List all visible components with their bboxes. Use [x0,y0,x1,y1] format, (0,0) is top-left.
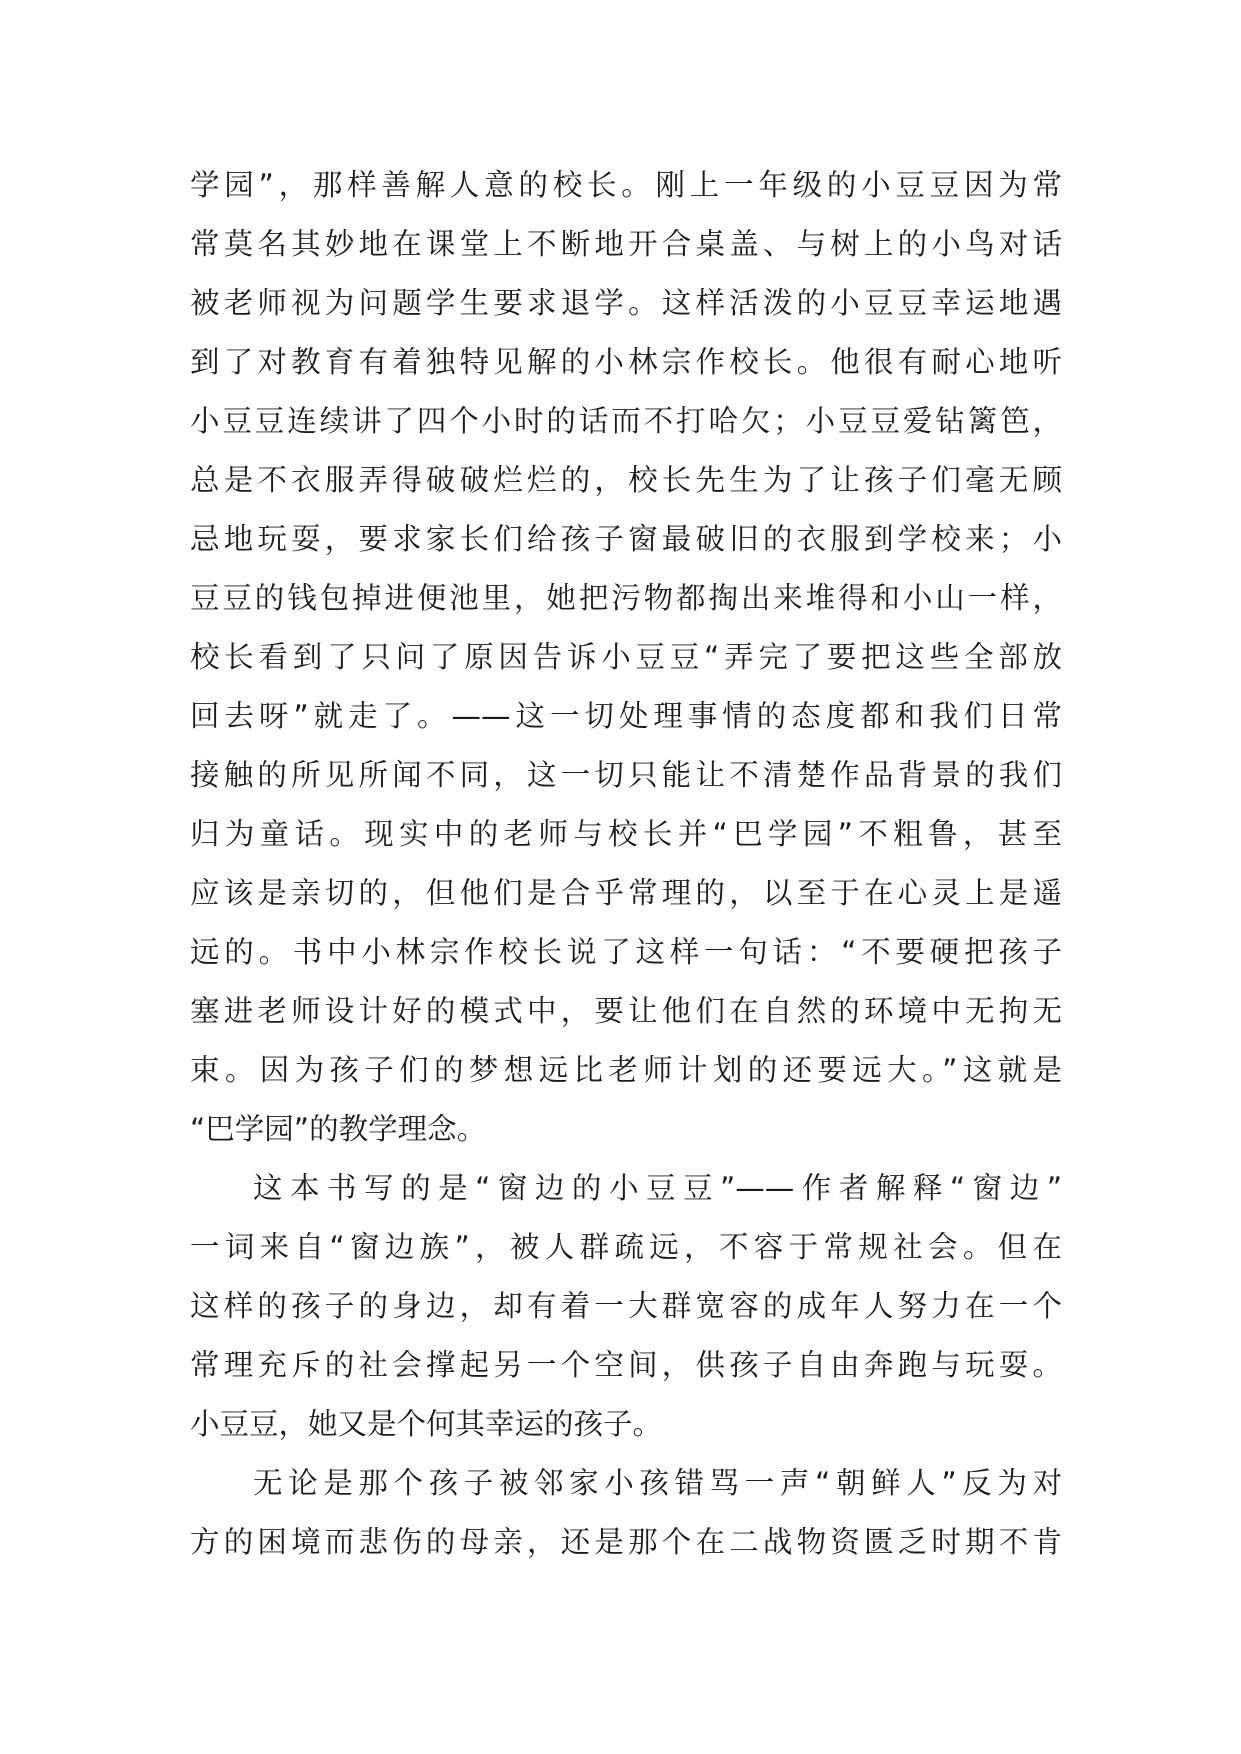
text-line: 应该是亲切的，但他们是合乎常理的，以至于在心灵上是遥 [190,876,1062,910]
text-line: 这样的孩子的身边，却有着一大群宽容的成年人努力在一个 [190,1289,1062,1323]
text-line: 到了对教育有着独特见解的小林宗作校长。他很有耐心地听 [190,345,1062,379]
text-line: 忌地玩耍，要求家长们给孩子窗最破旧的衣服到学校来；小 [190,522,1062,556]
text-line: 学园”，那样善解人意的校长。刚上一年级的小豆豆因为常 [190,168,1062,202]
text-line: 小豆豆连续讲了四个小时的话而不打哈欠；小豆豆爱钻篱笆， [190,404,1062,438]
text-line: 一词来自“窗边族”，被人群疏远，不容于常规社会。但在 [190,1230,1062,1264]
text-line: 远的。书中小林宗作校长说了这样一句话：“不要硬把孩子 [190,935,1062,969]
body-text [190,156,1062,1572]
text-line: 小豆豆，她又是个何其幸运的孩子。 [190,1407,663,1441]
text-line: 回去呀”就走了。——这一切处理事情的态度都和我们日常 [190,699,1062,733]
text-line: “巴学园”的教学理念。 [190,1112,487,1146]
text-line: 方的困境而悲伤的母亲，还是那个在二战物资匮乏时期不肯 [190,1525,1062,1559]
text-line: 归为童话。现实中的老师与校长并“巴学园”不粗鲁，甚至 [190,817,1062,851]
text-line: 这本书写的是“窗边的小豆豆”——作者解释“窗边” [253,1171,1062,1205]
text-line: 塞进老师设计好的模式中，要让他们在自然的环境中无拘无 [190,994,1062,1028]
text-line: 常莫名其妙地在课堂上不断地开合桌盖、与树上的小鸟对话 [190,227,1062,261]
text-line: 总是不衣服弄得破破烂烂的，校长先生为了让孩子们毫无顾 [190,463,1062,497]
text-line: 校长看到了只问了原因告诉小豆豆“弄完了要把这些全部放 [190,640,1062,674]
text-line: 束。因为孩子们的梦想远比老师计划的还要远大。”这就是 [190,1053,1062,1087]
text-line: 被老师视为问题学生要求退学。这样活泼的小豆豆幸运地遇 [190,286,1062,320]
text-line: 无论是那个孩子被邻家小孩错骂一声“朝鲜人”反为对 [253,1466,1062,1500]
text-line: 豆豆的钱包掉进便池里，她把污物都掏出来堆得和小山一样， [190,581,1062,615]
text-line: 接触的所见所闻不同，这一切只能让不清楚作品背景的我们 [190,758,1062,792]
text-line: 常理充斥的社会撑起另一个空间，供孩子自由奔跑与玩耍。 [190,1348,1062,1382]
